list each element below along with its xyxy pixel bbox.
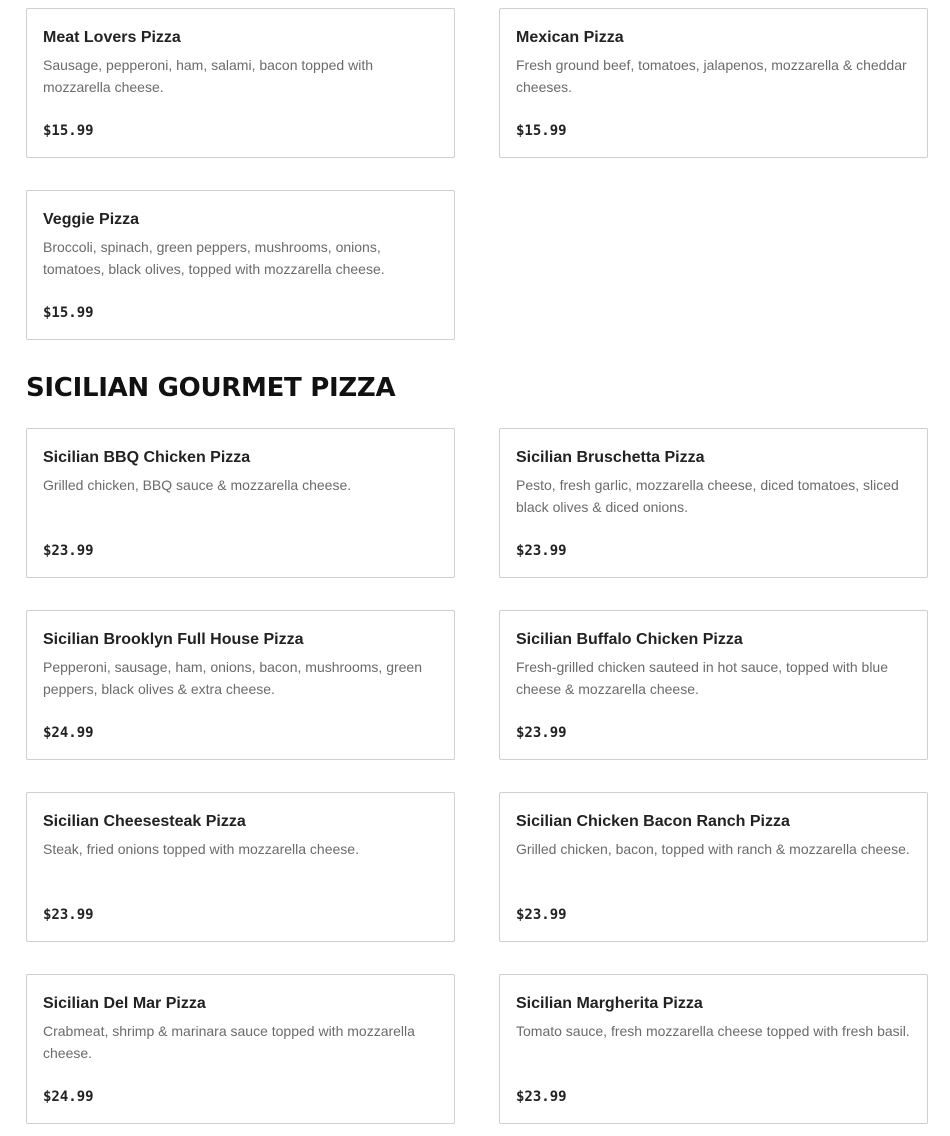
menu-item-description: Pepperoni, sausage, ham, onions, bacon, mushrooms, green peppers, black olives & extra cheese. [43,659,423,697]
menu-item-card[interactable] [26,8,455,158]
menu-item-card[interactable] [499,610,928,760]
menu-item-card[interactable] [26,610,455,760]
menu-item-name: Sicilian Margherita Pizza [516,995,703,1012]
menu-item-card[interactable] [499,974,928,1124]
menu-item-name: Veggie Pizza [43,211,140,228]
menu-item-description: Fresh ground beef, tomatoes, jalapenos, mozzarella & cheddar cheeses. [516,57,907,95]
menu-item-card[interactable] [499,8,928,158]
menu-item-description: Broccoli, spinach, green peppers, mushrooms, onions, tomatoes, black olives, topped with mozzarella cheese. [43,239,385,277]
menu-item-card[interactable] [26,974,455,1124]
menu-item-price: $24.99 [43,1089,94,1105]
menu-item-price: $23.99 [43,543,94,559]
menu-item-description: Fresh-grilled chicken sauteed in hot sauce, topped with blue cheese & mozzarella cheese. [516,659,888,697]
menu-item-price: $15.99 [43,123,94,139]
menu-item-card[interactable] [26,428,455,578]
menu-item-name: Meat Lovers Pizza [43,29,181,46]
menu-item-price: $23.99 [516,907,567,923]
menu-item-name: Sicilian Chicken Bacon Ranch Pizza [516,813,790,830]
menu-item-description: Steak, fried onions topped with mozzarella cheese. [43,841,359,857]
menu-item-price: $15.99 [43,305,94,321]
menu-item-card[interactable] [499,792,928,942]
menu-item-description: Grilled chicken, BBQ sauce & mozzarella cheese. [43,477,352,493]
menu-item-description: Sausage, pepperoni, ham, salami, bacon topped with mozzarella cheese. [43,57,373,95]
menu-item-card[interactable] [26,190,455,340]
menu-item-description: Grilled chicken, bacon, topped with ranch & mozzarella cheese. [516,841,910,857]
menu-item-name: Sicilian Cheesesteak Pizza [43,813,246,830]
menu-item-price: $24.99 [43,725,94,741]
menu-item-card[interactable] [499,428,928,578]
section-heading: SICILIAN GOURMET PIZZA [26,373,396,403]
menu-item-name: Sicilian Del Mar Pizza [43,995,206,1012]
menu-grid-sicilian-gourmet [26,428,928,1124]
menu-item-price: $15.99 [516,123,567,139]
menu-item-price: $23.99 [516,1089,567,1105]
menu-item-price: $23.99 [43,907,94,923]
menu-item-description: Tomato sauce, fresh mozzarella cheese topped with fresh basil. [516,1023,910,1039]
menu-item-name: Sicilian BBQ Chicken Pizza [43,449,251,466]
menu-item-name: Sicilian Brooklyn Full House Pizza [43,631,304,648]
menu-item-name: Sicilian Bruschetta Pizza [516,449,705,466]
menu-item-description: Pesto, fresh garlic, mozzarella cheese, diced tomatoes, sliced black olives & diced onions. [516,477,899,515]
menu-item-price: $23.99 [516,543,567,559]
menu-item-description: Crabmeat, shrimp & marinara sauce topped with mozzarella cheese. [43,1023,415,1061]
menu-grid-previous-section [26,8,928,340]
menu-item-card[interactable] [26,792,455,942]
menu-item-name: Sicilian Buffalo Chicken Pizza [516,631,743,648]
menu-item-price: $23.99 [516,725,567,741]
menu-item-name: Mexican Pizza [516,29,624,46]
